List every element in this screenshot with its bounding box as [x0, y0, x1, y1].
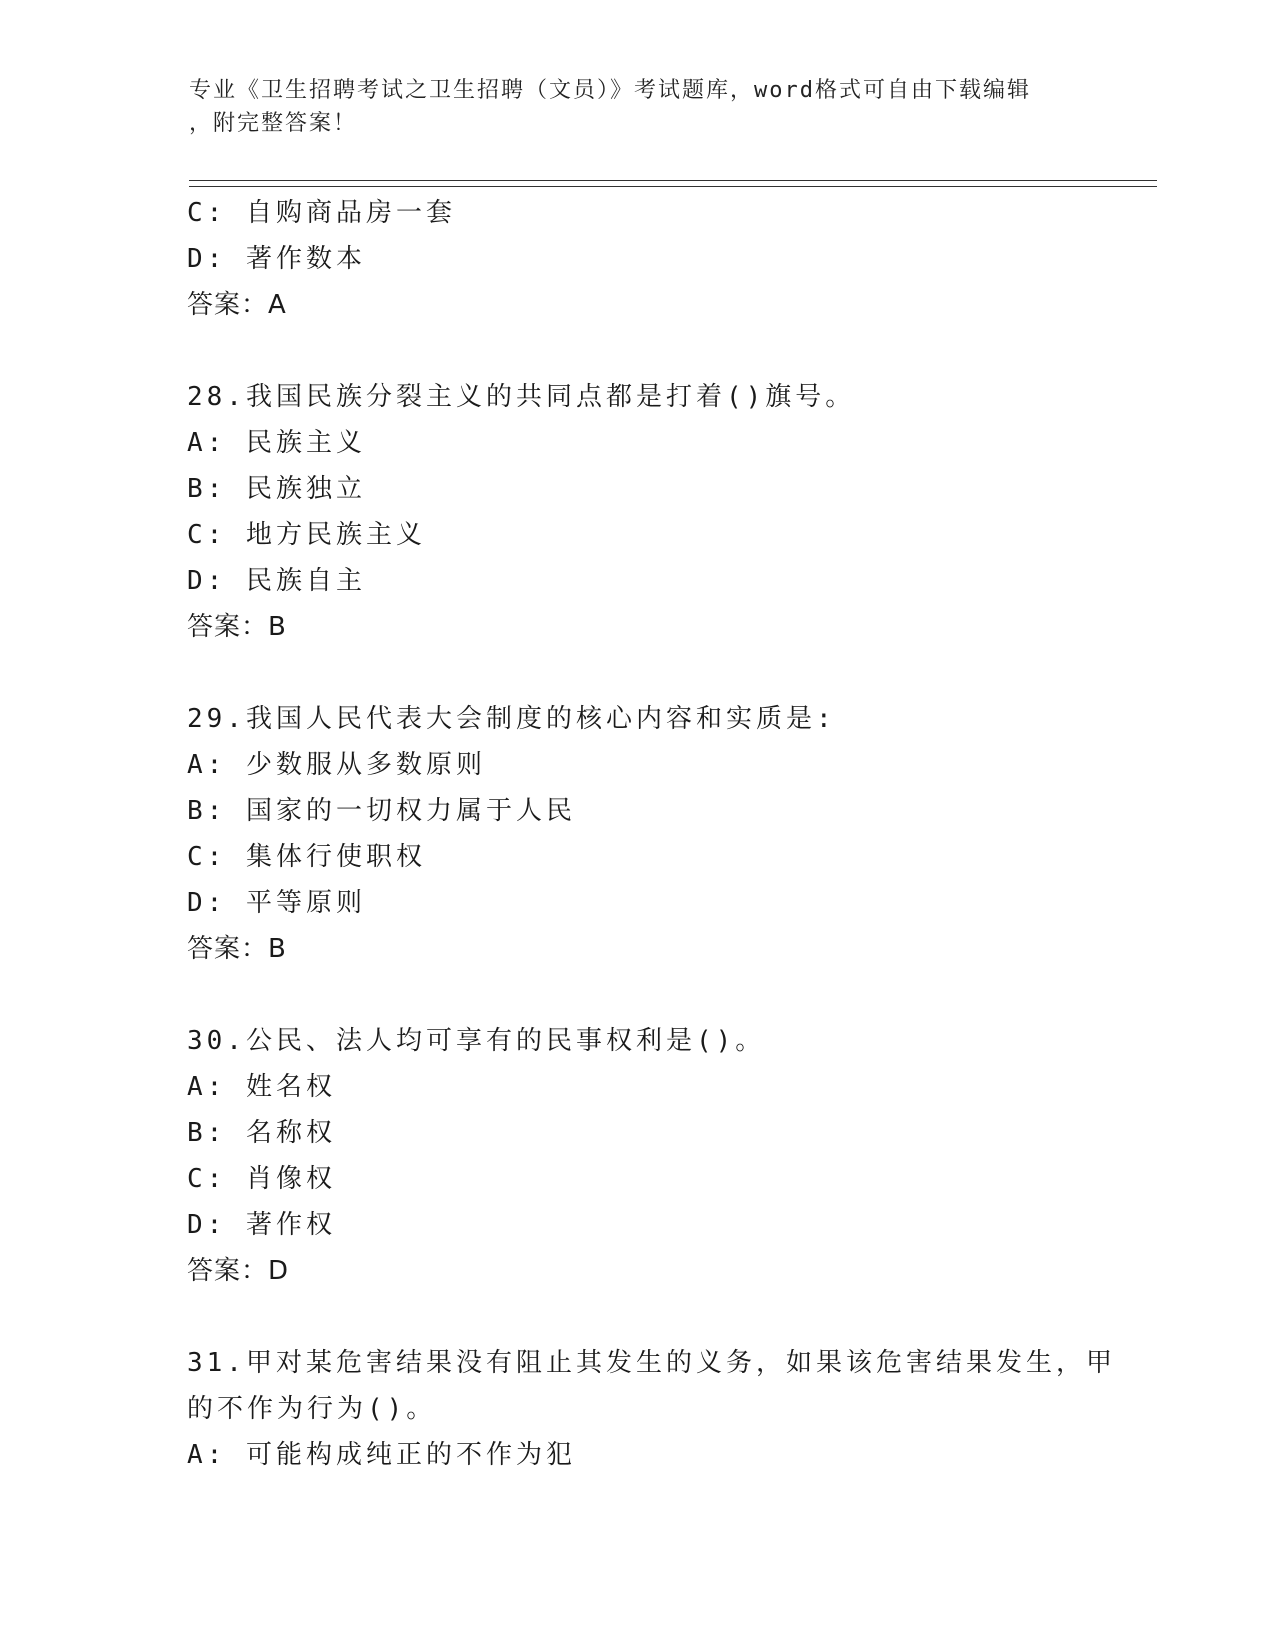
header-divider — [189, 180, 1157, 187]
question-stem: 30.公民、法人均可享有的民事权利是()。 — [187, 1026, 766, 1056]
option-b: B: 国家的一切权力属于人民 — [187, 796, 576, 826]
option-c: C: 肖像权 — [187, 1164, 336, 1194]
option-a: A: 民族主义 — [187, 428, 366, 458]
question-stem-line2: 的不作为行为()。 — [187, 1394, 437, 1424]
question-block-27-continued — [187, 190, 1087, 328]
option-b: B: 民族独立 — [187, 474, 366, 504]
question-list — [187, 190, 1116, 1478]
answer-line: 答案：A — [187, 290, 287, 320]
option-d: D: 民族自主 — [187, 566, 366, 596]
question-block-28 — [187, 374, 1087, 650]
option-d: D: 著作权 — [187, 1210, 336, 1240]
question-stem: 29.我国人民代表大会制度的核心内容和实质是: — [187, 704, 836, 734]
answer-line: 答案：B — [187, 612, 287, 642]
option-a: A: 可能构成纯正的不作为犯 — [187, 1440, 576, 1470]
option-c: C: 自购商品房一套 — [187, 198, 456, 228]
option-a: A: 少数服从多数原则 — [187, 750, 486, 780]
header-title-line2: ，附完整答案！ — [189, 111, 358, 136]
answer-line: 答案：B — [187, 934, 287, 964]
document-header — [189, 74, 1089, 140]
question-stem: 28.我国民族分裂主义的共同点都是打着()旗号。 — [187, 382, 856, 412]
answer-line: 答案：D — [187, 1256, 290, 1286]
question-stem-line1: 31.甲对某危害结果没有阻止其发生的义务，如果该危害结果发生，甲 — [187, 1348, 1116, 1378]
option-c: C: 地方民族主义 — [187, 520, 426, 550]
question-block-29 — [187, 696, 1087, 972]
question-block-30 — [187, 1018, 1087, 1294]
option-c: C: 集体行使职权 — [187, 842, 426, 872]
question-block-31 — [187, 1340, 1116, 1478]
option-d: D: 平等原则 — [187, 888, 366, 918]
option-b: B: 名称权 — [187, 1118, 336, 1148]
option-d: D: 著作数本 — [187, 244, 366, 274]
option-a: A: 姓名权 — [187, 1072, 336, 1102]
header-title-line1: 专业《卫生招聘考试之卫生招聘（文员）》考试题库，word格式可自由下载编辑 — [189, 78, 1031, 103]
